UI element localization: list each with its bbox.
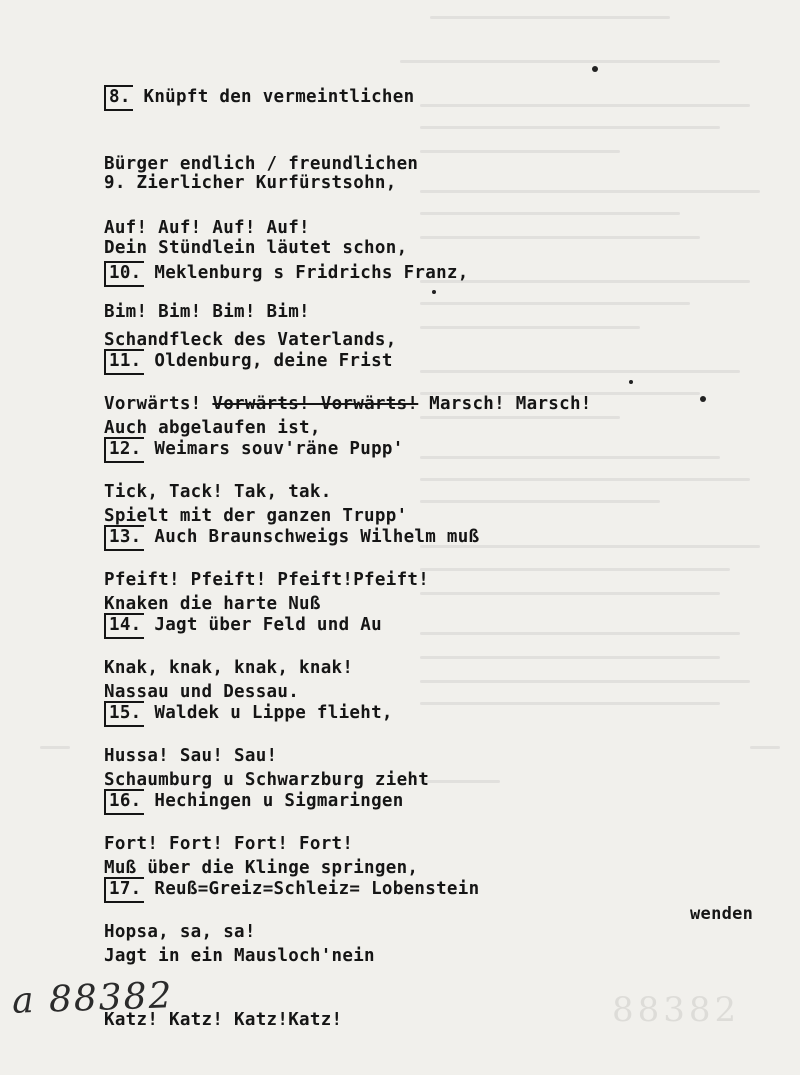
turn-page-note: wenden bbox=[690, 904, 754, 924]
stanza-number: 9. bbox=[104, 173, 126, 193]
stanza-line: Weimars souv'räne Pupp' bbox=[154, 439, 404, 459]
stanza-line: Hechingen u Sigmaringen bbox=[154, 791, 404, 811]
stanza-line: Auf! Auf! Auf! Auf! bbox=[104, 218, 310, 238]
stanza-line: Schandfleck des Vaterlands, bbox=[104, 329, 397, 350]
stanza-17 bbox=[104, 834, 479, 1075]
stanza-number: 16. bbox=[104, 789, 144, 815]
stanza-line: Meklenburg s Fridrichs Franz, bbox=[154, 263, 469, 283]
stanza-line: Pfeift! Pfeift! Pfeift!Pfeift! bbox=[104, 570, 430, 590]
stanza-line: Vorwärts! bbox=[104, 394, 202, 414]
stanza-line-tail: Marsch! Marsch! bbox=[429, 394, 592, 414]
stanza-line: Oldenburg, deine Frist bbox=[154, 351, 393, 371]
stanza-line: Hopsa, sa, sa! bbox=[104, 922, 256, 942]
stanza-line: Fort! Fort! Fort! Fort! bbox=[104, 834, 354, 854]
stanza-line: Schaumburg u Schwarzburg zieht bbox=[104, 769, 430, 790]
stanza-line: Bim! Bim! Bim! Bim! bbox=[104, 302, 310, 322]
stanza-line: Knak, knak, knak, knak! bbox=[104, 658, 354, 678]
stanza-line: Reuß=Greiz=Schleiz= Lobenstein bbox=[154, 879, 480, 899]
stanza-number: 13. bbox=[104, 525, 144, 551]
stanza-number: 12. bbox=[104, 437, 144, 463]
stanza-line: Tick, Tack! Tak, tak. bbox=[104, 482, 332, 502]
stanza-line: Hussa! Sau! Sau! bbox=[104, 746, 278, 766]
ink-speck bbox=[629, 380, 633, 384]
stanza-line: Jagt über Feld und Au bbox=[154, 615, 382, 635]
stanza-number: 15. bbox=[104, 701, 144, 727]
stanza-line: Spielt mit der ganzen Trupp' bbox=[104, 505, 408, 526]
struck-text: Vorwärts! Vorwärts! bbox=[212, 394, 419, 414]
stanza-number: 11. bbox=[104, 349, 144, 375]
stanza-line: Auch abgelaufen ist, bbox=[104, 417, 321, 438]
ink-speck bbox=[592, 66, 598, 72]
stanza-line: Knüpft den vermeintlichen bbox=[143, 87, 415, 107]
ink-speck bbox=[700, 396, 706, 402]
stanza-line: Waldek u Lippe flieht, bbox=[154, 703, 393, 723]
stanza-line: Dein Stündlein läutet schon, bbox=[104, 237, 408, 258]
stanza-line: Bürger endlich / freundlichen bbox=[104, 153, 419, 174]
stanza-number: 14. bbox=[104, 613, 144, 639]
stanza-line: Zierlicher Kurfürstsohn, bbox=[136, 173, 397, 193]
stanza-line: Auch Braunschweigs Wilhelm muß bbox=[154, 527, 480, 547]
stanza-number: 10. bbox=[104, 261, 144, 287]
stanza-line: Muß über die Klinge springen, bbox=[104, 857, 419, 878]
stanza-line: Jagt in ein Mausloch'nein bbox=[104, 945, 375, 966]
stanza-line: Nassau und Dessau. bbox=[104, 681, 300, 702]
archive-number: a 88382 bbox=[11, 975, 175, 1022]
archive-number-bleed: 88382 bbox=[612, 990, 741, 1030]
stanza-line: Knaken die harte Nuß bbox=[104, 593, 321, 614]
stanza-number: 17. bbox=[104, 877, 144, 903]
stanza-line: Katz! Katz! Katz!Katz! bbox=[104, 1010, 343, 1030]
stanza-number: 8. bbox=[104, 85, 133, 111]
